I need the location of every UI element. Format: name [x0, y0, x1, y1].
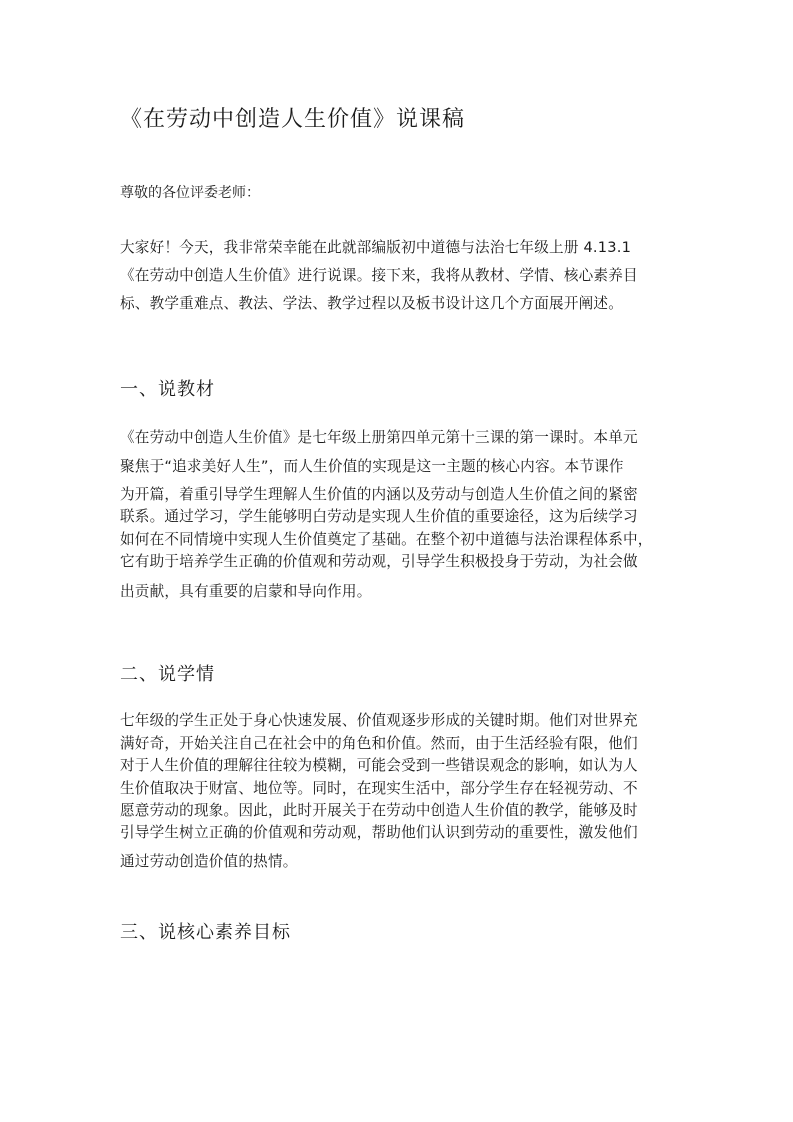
section-line: 引导学生树立正确的价值观和劳动观，帮助他们认识到劳动的重要性，激发他们 [120, 824, 638, 841]
section-line: 联系。通过学习，学生能够明白劳动是实现人生价值的重要途径，这为后续学习 [120, 508, 638, 525]
greeting: 尊敬的各位评委老师： [120, 185, 260, 201]
section-heading-textbook: 一、说教材 [120, 379, 215, 400]
section-line: 为开篇，着重引导学生理解人生价值的内涵以及劳动与创造人生价值之间的紧密 [120, 486, 638, 503]
section-heading-students: 二、说学情 [120, 664, 215, 685]
intro-line: 大家好！今天，我非常荣幸能在此就部编版初中道德与法治七年级上册 4.13.1 [120, 239, 632, 256]
section-line: 满好奇，开始关注自己在社会中的角色和价值。然而，由于生活经验有限，他们 [120, 735, 638, 752]
intro-line: 标、教学重难点、教法、学法、教学过程以及板书设计这几个方面展开阐述。 [120, 295, 623, 312]
section-line: 聚焦于“追求美好人生”，而人生价值的实现是这一主题的核心内容。本节课作 [120, 458, 624, 475]
document-title: 《在劳动中创造人生价值》说课稿 [120, 107, 466, 132]
section-line: 如何在不同情境中实现人生价值奠定了基础。在整个初中道德与法治课程体系中， [120, 531, 653, 548]
section-line: 七年级的学生正处于身心快速发展、价值观逐步形成的关键时期。他们对世界充 [120, 712, 638, 729]
section-heading-core-literacy: 三、说核心素养目标 [120, 922, 291, 943]
section-line: 通过劳动创造价值的热情。 [120, 853, 298, 870]
section-line: 《在劳动中创造人生价值》是七年级上册第四单元第十三课的第一课时。本单元 [120, 429, 638, 446]
section-line: 对于人生价值的理解往往较为模糊，可能会受到一些错误观念的影响，如认为人 [120, 757, 638, 774]
intro-line: 《在劳动中创造人生价值》进行说课。接下来，我将从教材、学情、核心素养目 [120, 267, 638, 284]
section-line: 它有助于培养学生正确的价值观和劳动观，引导学生积极投身于劳动，为社会做 [120, 553, 638, 570]
section-line: 出贡献，具有重要的启蒙和导向作用。 [120, 583, 372, 600]
section-line: 愿意劳动的现象。因此，此时开展关于在劳动中创造人生价值的教学，能够及时 [120, 802, 638, 819]
section-line: 生价值取决于财富、地位等。同时，在现实生活中，部分学生存在轻视劳动、不 [120, 780, 638, 797]
